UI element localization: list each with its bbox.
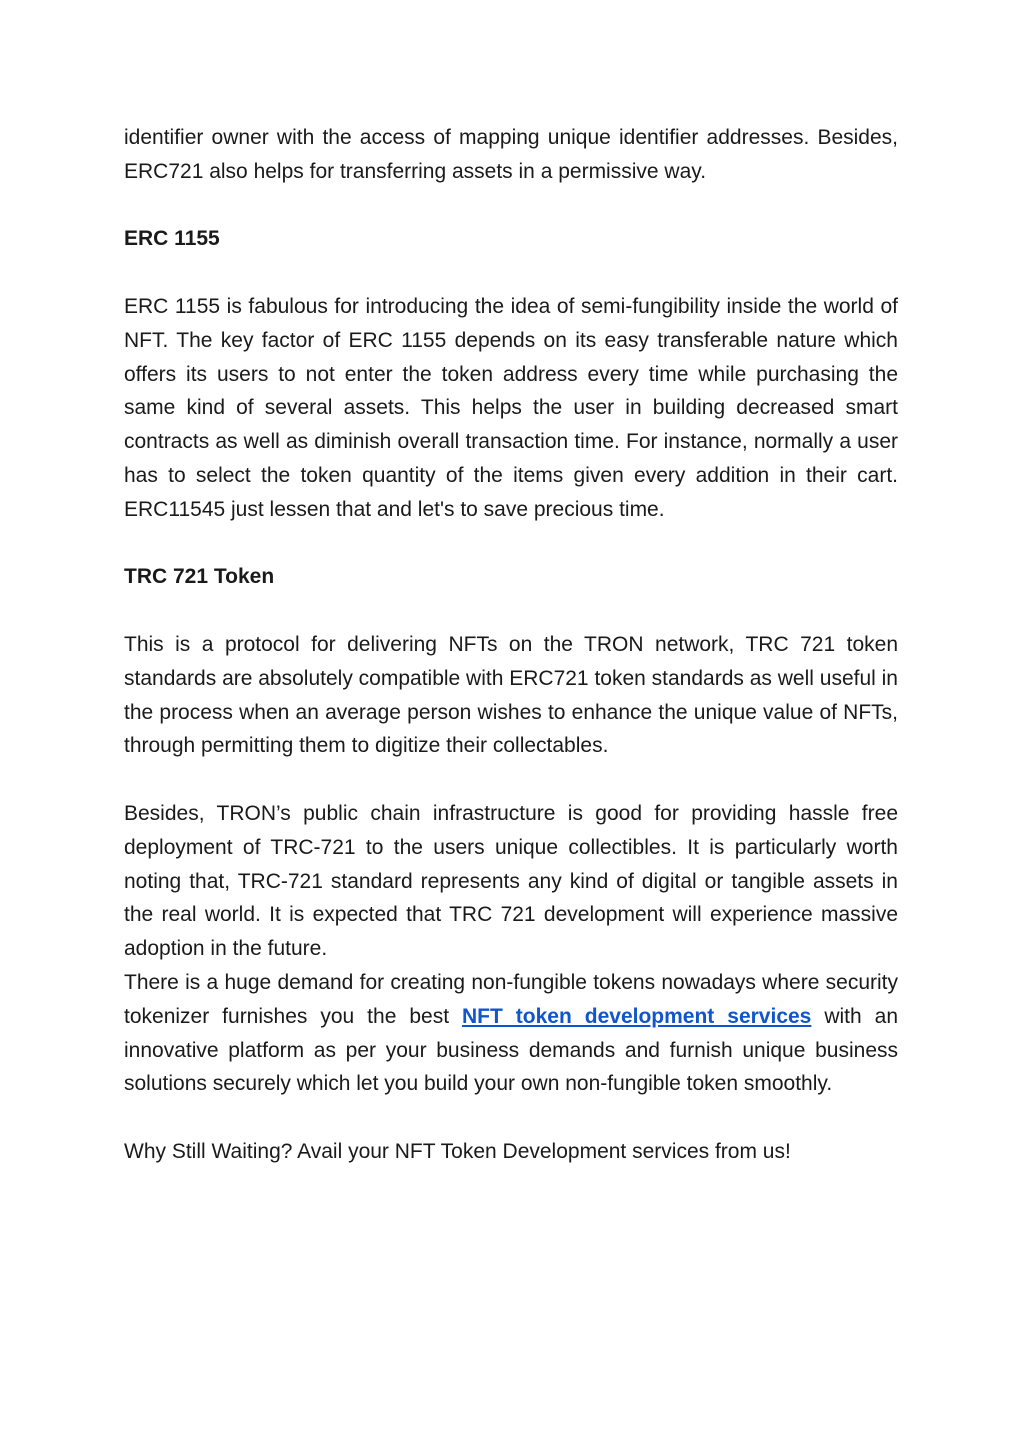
spacer bbox=[124, 594, 898, 628]
trc721-paragraph-2: Besides, TRON’s public chain infrastructure is good for providing hassle free deployment of TRC-721 to the users unique collectibles. It is particularly worth noting that, TRC-721 standard represents any kind of digital or tangible assets in the real world. It is expected that TRC 721 development will experience massive adoption in the future. bbox=[124, 801, 898, 961]
spacer bbox=[124, 189, 898, 223]
trc721-paragraph-1: This is a protocol for delivering NFTs on the TRON network, TRC 721 token standards are absolutely compatible with ERC721 token standards as well useful in the process when an average person wishes to enhance the unique value of NFTs, through permitting them to digitize their collectables. bbox=[124, 632, 898, 758]
erc1155-heading: ERC 1155 bbox=[124, 227, 220, 251]
spacer bbox=[124, 763, 898, 797]
spacer bbox=[124, 256, 898, 290]
nft-token-development-link[interactable]: NFT token development services bbox=[462, 1004, 812, 1028]
trc721-heading: TRC 721 Token bbox=[124, 565, 275, 589]
spacer bbox=[124, 527, 898, 561]
intro-paragraph: identifier owner with the access of mapping unique identifier addresses. Besides, ERC721 also helps for transferring assets in a permissive way. bbox=[124, 126, 898, 183]
spacer bbox=[124, 1101, 898, 1135]
erc1155-paragraph: ERC 1155 is fabulous for introducing the idea of semi-fungibility inside the world of NFT. The key factor of ERC 1155 depends on its easy transferable nature which offers its users to not enter the token address every time while purchasing the same kind of several assets. This helps the user in building decreased smart contracts as well as diminish overall transaction time. For instance, normally a user has to select the token quantity of the items given every addition in their cart. ERC11545 just lessen that and let's to save precious time. bbox=[124, 294, 898, 521]
closing-paragraph: Why Still Waiting? Avail your NFT Token Development services from us! bbox=[124, 1139, 791, 1163]
document-content bbox=[124, 121, 898, 1169]
paragraph-text-before-link: There is a huge demand for creating non-fungible tokens nowadays where security tokenizer furnishes you the best bbox=[124, 970, 898, 1028]
trc721-paragraph-3 bbox=[124, 966, 898, 1101]
paragraph-text-after-link: with an innovative platform as per your business demands and furnish unique business solutions securely which let you build your own non-fungible token smoothly. bbox=[124, 1004, 898, 1096]
